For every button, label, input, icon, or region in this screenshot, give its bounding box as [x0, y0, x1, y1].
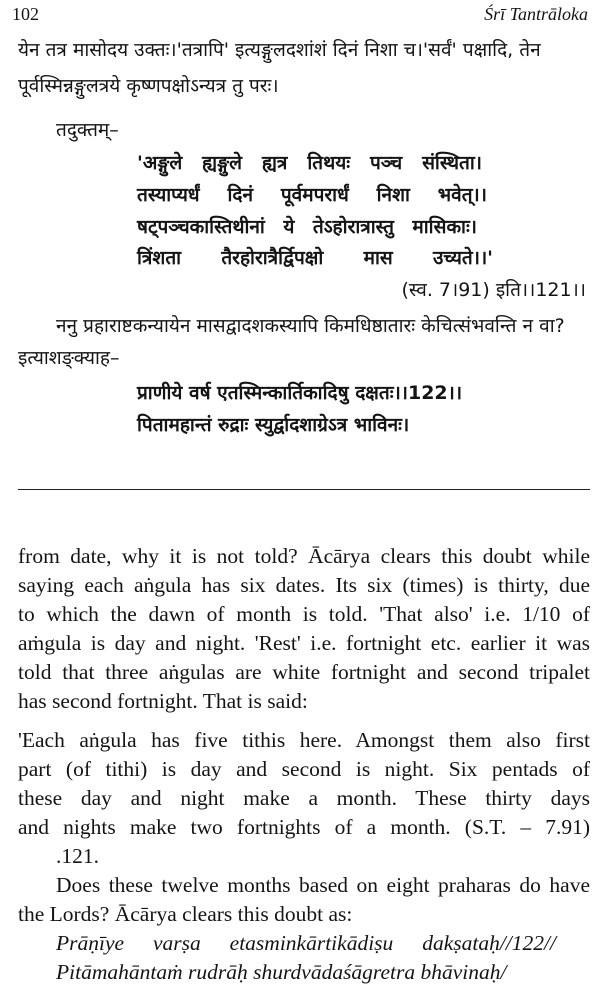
sanskrit-prose-line: ननु प्रहाराष्टकन्यायेन मासद्वादशकस्यापि किमधिष्ठातारः केचित्संभवन्ति न वा?: [56, 315, 565, 337]
english-line: from date, why it is not told? Ācārya clears this doubt while: [18, 544, 590, 568]
main-verse-line: पितामहान्तं रुद्राः स्युर्द्वादशाग्रेऽत्र भाविनः।: [137, 414, 410, 436]
quote-verse-line: त्रिंशता तैरहोरात्रैर्द्विपक्षो मास उच्यते।।': [137, 247, 493, 269]
footnote-divider: [18, 489, 590, 490]
running-title: Śrī Tantrāloka: [484, 4, 588, 24]
english-line: these day and night make a month. These thirty days: [18, 786, 590, 810]
english-line: 'Each aṅgula has five tithis here. Amongst them also first: [18, 728, 590, 752]
english-line: to which the dawn of month is told. 'That also' i.e. 1/10 of: [18, 602, 590, 626]
main-verse-line: प्राणीये वर्ष एतस्मिन्कार्तिकादिषु दक्षतः।।122।।: [137, 382, 463, 404]
english-line: the Lords? Ācārya clears this doubt as:: [18, 902, 353, 926]
sanskrit-prose-line: येन तत्र मासोदय उक्तः।'तत्रापि' इत्यङ्गुलदशांशं दिनं निशा च।'सर्वं' पक्षादि, तेन: [18, 39, 541, 61]
english-line: saying each aṅgula has six dates. Its six (times) is thirty, due: [18, 573, 590, 597]
transliteration-line: Prāṇīye varṣa etasminkārtikādiṣu dakṣataḥ//122//: [56, 931, 556, 955]
transliteration-line: Pitāmahāntaṁ rudrāḥ shurdvādaśāgretra bhāvinaḥ/: [56, 960, 507, 984]
tadukta-label: तदुक्तम्–: [56, 119, 119, 141]
quote-verse-line: 'अङ्गुले ह्यङ्गुले ह्यत्र तिथयः पञ्च संस्थिता।: [137, 152, 482, 174]
english-line: told that three aṅgulas are white fortnight and second tripalet: [18, 660, 590, 684]
quote-verse-line: तस्याप्यर्धं दिनं पूर्वमपरार्धं निशा भवेत्।।: [137, 184, 487, 206]
english-line: and nights make two fortnights of a month. (S.T. – 7.91): [18, 815, 590, 839]
english-line: aṁgula is day and night. 'Rest' i.e. fortnight etc. earlier it was: [18, 631, 590, 655]
verse-citation: (स्व. 7।91) इति।।121।।: [401, 279, 586, 301]
english-line: has second fortnight. That is said:: [18, 689, 308, 713]
page-number: 102: [12, 4, 39, 24]
sanskrit-prose-line: पूर्वस्मिन्नङ्गुलत्रये कृष्णपक्षोऽन्यत्र तु परः।: [18, 75, 279, 97]
english-line: Does these twelve months based on eight praharas do have: [56, 873, 590, 897]
english-line: part (of tithi) is day and second is night. Six pentads of: [18, 757, 590, 781]
quote-verse-line: षट्पञ्चकास्तिथीनां ये तेऽहोरात्रास्तु मासिकाः।: [137, 216, 477, 238]
sanskrit-prose-line: इत्याशङ्क्याह–: [18, 347, 120, 369]
english-line: .121.: [56, 844, 99, 868]
